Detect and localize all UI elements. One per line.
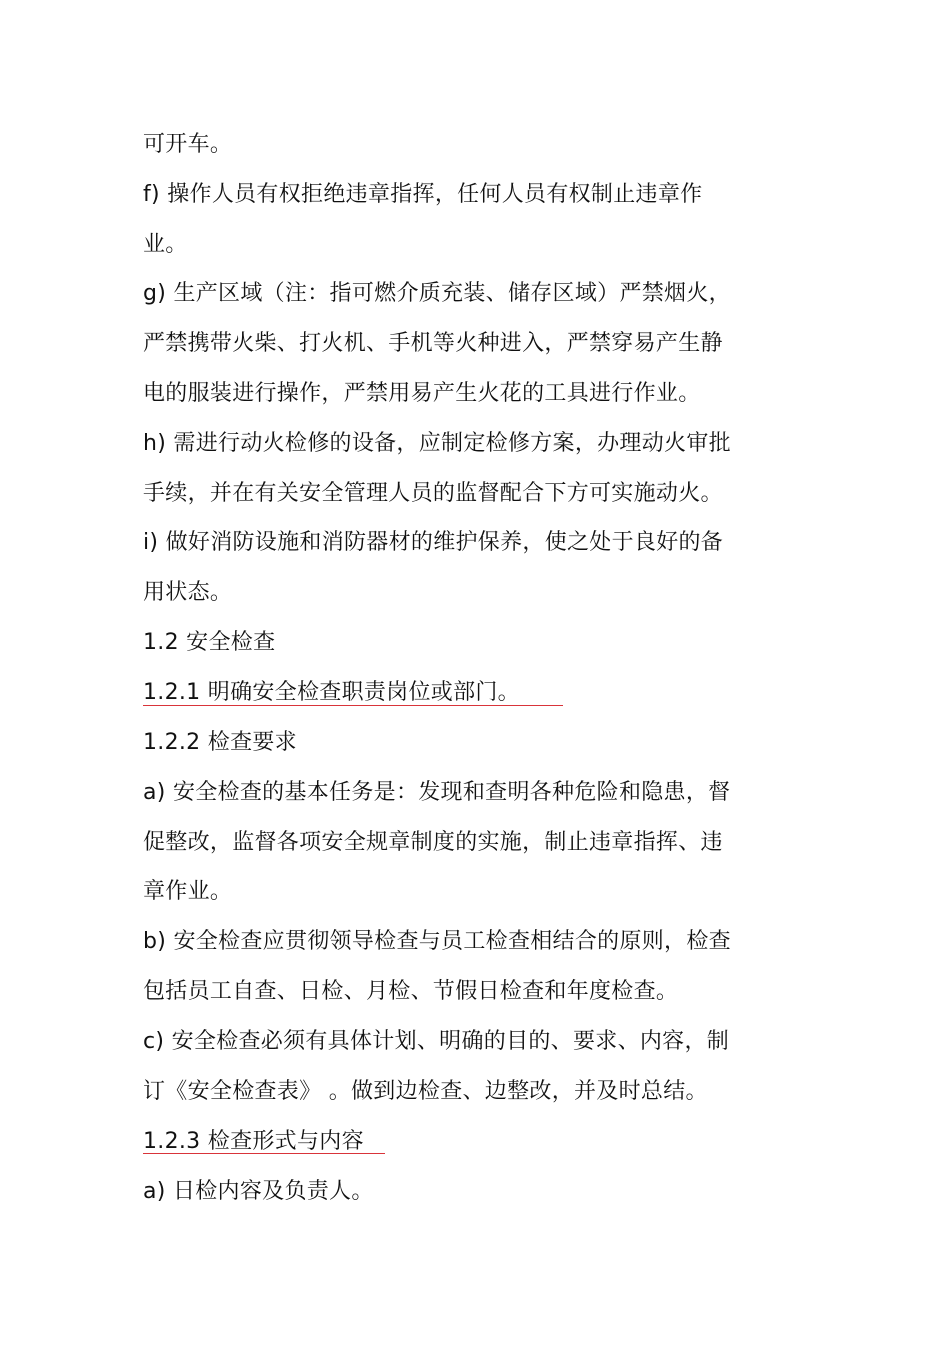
text-line: 业。 — [143, 232, 188, 257]
list-item-a: a) 日检内容及负责人。 — [143, 1179, 374, 1204]
text-line: 严禁携带火柴、打火机、手机等火种进入，严禁穿易产生静 — [143, 331, 723, 356]
list-item-h: h) 需进行动火检修的设备，应制定检修方案，办理动火审批 — [143, 431, 731, 456]
list-item-b: b) 安全检查应贯彻领导检查与员工检查相结合的原则，检查 — [143, 929, 731, 954]
list-item-c: c) 安全检查必须有具体计划、明确的目的、要求、内容，制 — [143, 1029, 730, 1054]
subsection-heading: 1.2.2 检查要求 — [143, 730, 297, 755]
list-item-i: i) 做好消防设施和消防器材的维护保养，使之处于良好的备 — [143, 530, 724, 555]
text-line: 用状态。 — [143, 580, 233, 605]
section-heading: 1.2 安全检查 — [143, 630, 276, 655]
text-line: 订《安全检查表》 。做到边检查、边整改，并及时总结。 — [143, 1079, 708, 1104]
text-line: 促整改，监督各项安全规章制度的实施，制止违章指挥、违 — [143, 830, 723, 855]
subsection-heading: 1.2.3 检查形式与内容 — [143, 1129, 364, 1154]
text-line: 包括员工自查、日检、月检、节假日检查和年度检查。 — [143, 979, 679, 1004]
list-item-a: a) 安全检查的基本任务是：发现和查明各种危险和隐患，督 — [143, 780, 731, 805]
text-line: 可开车。 — [143, 132, 233, 157]
red-underline — [143, 1153, 385, 1154]
list-item-f: f) 操作人员有权拒绝违章指挥，任何人员有权制止违章作 — [143, 182, 703, 207]
list-item-g: g) 生产区域（注：指可燃介质充装、储存区域）严禁烟火， — [143, 281, 731, 306]
text-line: 章作业。 — [143, 879, 233, 904]
red-underline — [143, 705, 563, 706]
subsection-heading: 1.2.1 明确安全检查职责岗位或部门。 — [143, 680, 520, 705]
text-line: 电的服装进行操作，严禁用易产生火花的工具进行作业。 — [143, 381, 701, 406]
text-line: 手续，并在有关安全管理人员的监督配合下方可实施动火。 — [143, 481, 723, 506]
